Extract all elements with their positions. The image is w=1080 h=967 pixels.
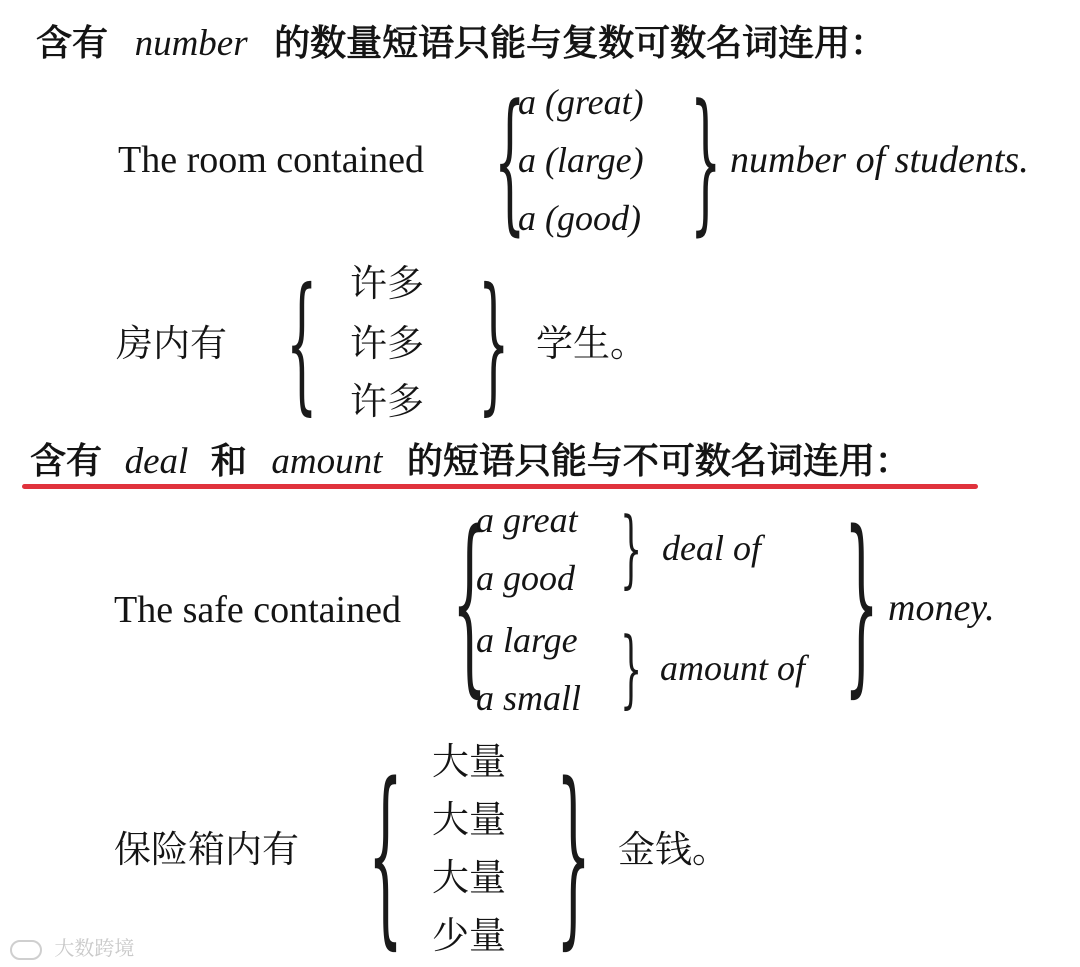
example2-zh-lead: 保险箱内有: [114, 828, 299, 871]
option-line: a (good): [518, 198, 641, 238]
right-brace: }: [690, 72, 722, 251]
example2-zh-tail: 金钱。: [618, 828, 729, 871]
example2-lead: The safe contained: [114, 589, 401, 631]
left-brace: {: [494, 72, 526, 251]
example1-zh-tail: 学生。: [536, 322, 647, 365]
small-right-brace: }: [620, 498, 643, 598]
option-line: 许多: [350, 380, 424, 423]
option-line: 少量: [432, 914, 506, 957]
option-line: a great: [476, 500, 578, 540]
right-brace: }: [478, 256, 510, 431]
noun-amount-of: amount of: [660, 648, 806, 688]
option-line: 大量: [432, 798, 506, 841]
option-line: 许多: [350, 262, 424, 305]
small-right-brace: }: [620, 618, 643, 718]
big-right-brace: }: [844, 490, 879, 715]
example2-tail: money.: [888, 587, 995, 629]
example1-zh-lead: 房内有: [116, 322, 227, 365]
option-line: a good: [476, 558, 575, 598]
heading-number: 含有 number 的数量短语只能与复数可数名词连用：: [36, 22, 887, 64]
option-line: a (great): [518, 82, 644, 122]
option-line: 许多: [350, 322, 424, 365]
watermark-logo-icon: [10, 940, 42, 960]
red-underline: [22, 484, 978, 489]
option-line: a small: [476, 678, 582, 718]
option-line: a (large): [518, 140, 644, 180]
watermark: 大数跨境: [10, 932, 134, 961]
big-left-brace: {: [452, 490, 487, 715]
noun-deal-of: deal of: [662, 528, 761, 568]
option-line: 大量: [432, 856, 506, 899]
option-line: a large: [476, 620, 578, 660]
right-brace: }: [556, 742, 591, 967]
left-brace: {: [286, 256, 318, 431]
example1-tail: number of students.: [730, 139, 1029, 181]
example1-lead: The room contained: [118, 139, 425, 181]
option-line: 大量: [432, 740, 506, 783]
left-brace: {: [368, 742, 403, 967]
heading-deal-amount: 含有 deal 和 amount 的短语只能与不可数名词连用：: [30, 440, 911, 482]
